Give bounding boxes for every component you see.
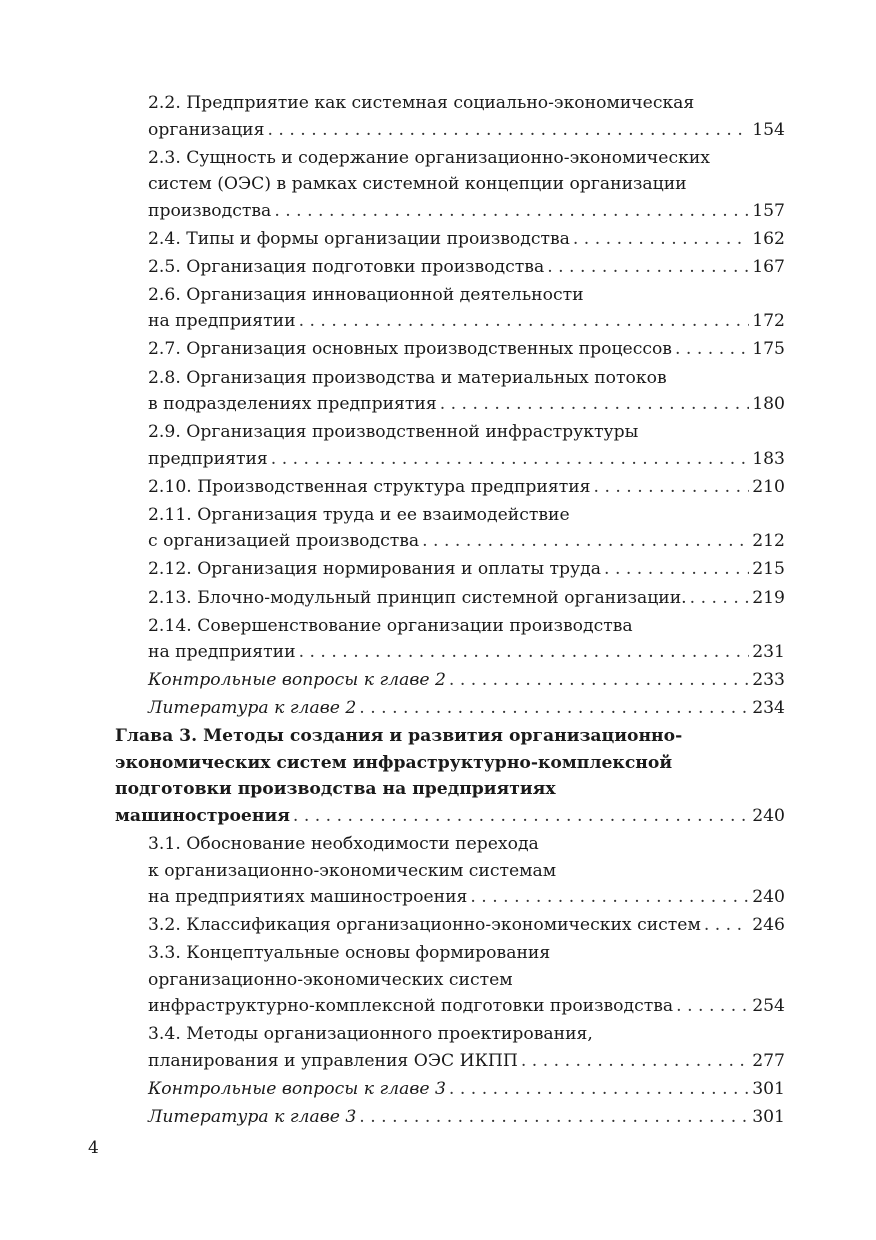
- toc-entry-title-line: 3.4. Методы организационного проектирования,: [148, 1024, 593, 1045]
- toc-entry-title-line: 3.1. Обоснование необходимости перехода: [148, 834, 539, 854]
- toc-entry: [115, 282, 785, 335]
- dot-leader: [573, 226, 749, 253]
- toc-entry: [115, 695, 785, 722]
- toc-entry-title-line: 3.3. Концептуальные основы формирования: [148, 943, 551, 964]
- toc-entry: [115, 940, 785, 1020]
- toc-entry: [115, 145, 785, 225]
- toc-entry-title-line: Литература к главе 3: [148, 1106, 357, 1127]
- dot-leader: [293, 803, 749, 830]
- toc-entry-final-line: [148, 1048, 785, 1075]
- toc-entry-page-number: 183: [752, 448, 785, 469]
- toc-entry-title-line: машиностроения: [115, 805, 290, 826]
- toc-entry: [115, 254, 785, 281]
- dot-leader: [704, 912, 749, 939]
- toc-entry-final-line: [148, 474, 785, 501]
- dot-leader: [299, 639, 750, 666]
- toc-entry-page-number: 240: [752, 887, 785, 907]
- toc-entry: [115, 1104, 785, 1131]
- dot-leader: [359, 695, 749, 722]
- toc-entry-final-line: [148, 198, 785, 225]
- dot-leader: [299, 308, 750, 335]
- toc-entry-page-number: 219: [752, 587, 785, 608]
- toc-entry: [115, 336, 785, 363]
- toc-entry-title-line: предприятия: [148, 448, 268, 469]
- toc-entry-title-line: 2.11. Организация труда и ее взаимодействие: [148, 504, 570, 525]
- toc-entry-page-number: 254: [752, 996, 785, 1017]
- toc-entry-title-line: 2.12. Организация нормирования и оплаты труда: [148, 559, 602, 580]
- toc-entry-page-number: 212: [752, 531, 785, 552]
- toc-entry-page-number: 210: [752, 476, 785, 497]
- dot-leader: [271, 446, 749, 473]
- toc-entry-page-number: 172: [752, 311, 785, 332]
- toc-entry-title-line: 2.3. Сущность и содержание организационно-экономических: [148, 147, 710, 168]
- toc-entry-title-line: 2.8. Организация производства и материальных потоков: [148, 367, 667, 388]
- toc-entry-page-number: 277: [752, 1050, 785, 1071]
- dot-leader: [422, 528, 749, 555]
- toc-chapter-entry: [115, 723, 785, 829]
- toc-entry-page-number: 167: [752, 256, 785, 277]
- dot-leader: [675, 336, 749, 363]
- toc-entry-title-line: Контрольные вопросы к главе 2: [148, 670, 446, 691]
- toc-entry-final-line: [148, 993, 785, 1020]
- dot-leader: [470, 884, 749, 911]
- toc-entry: [115, 831, 785, 911]
- page-number: 4: [88, 1138, 99, 1158]
- dot-leader: [604, 556, 749, 583]
- toc-entry: [115, 1076, 785, 1103]
- toc-entry-title-line: 2.5. Организация подготовки производства: [148, 256, 545, 277]
- toc-entry-title-line: организационно-экономических систем: [148, 969, 513, 990]
- toc-entry-title-line: 2.9. Организация производственной инфраструктуры: [148, 422, 639, 443]
- toc-entry-page-number: 231: [752, 642, 785, 663]
- toc-entry-page-number: 154: [752, 119, 785, 140]
- toc-entry-title-line: производства: [148, 200, 272, 221]
- toc-entry-page-number: 234: [752, 698, 785, 719]
- toc-entry-final-line: [148, 254, 785, 281]
- toc-entry-page-number: 301: [752, 1106, 785, 1127]
- toc-entry-page-number: 233: [752, 670, 785, 691]
- toc-entry-final-line: [148, 528, 785, 555]
- toc-entry: [115, 365, 785, 418]
- toc-entry-final-line: [148, 667, 785, 694]
- toc-entry-final-line: [148, 1104, 785, 1131]
- toc-entry-final-line: [115, 803, 785, 830]
- toc-entry: [115, 912, 785, 939]
- toc-entry: [115, 419, 785, 472]
- toc-entry: [115, 474, 785, 501]
- toc-entry-title-line: 2.4. Типы и формы организации производства: [148, 228, 570, 249]
- toc-entry-title-line: 2.2. Предприятие как системная социально-экономическая: [148, 93, 695, 113]
- dot-leader: [690, 585, 750, 612]
- toc-entry-title-line: 2.14. Совершенствование организации производства: [148, 615, 633, 636]
- toc-entry-page-number: 162: [752, 228, 785, 249]
- toc-entry: [115, 90, 785, 143]
- toc-entry-title-line: на предприятии: [148, 642, 296, 663]
- toc-entry: [115, 585, 785, 612]
- dot-leader: [274, 198, 749, 225]
- toc-entry: [115, 613, 785, 666]
- toc-entry-final-line: [148, 556, 785, 583]
- toc-entry-final-line: [148, 308, 785, 335]
- toc-entry-final-line: [148, 226, 785, 253]
- toc-entry-final-line: [148, 336, 785, 363]
- dot-leader: [268, 117, 750, 144]
- dot-leader: [594, 474, 750, 501]
- toc-entry-final-line: [148, 446, 785, 473]
- toc-entry-final-line: [148, 585, 785, 612]
- toc-entry-final-line: [148, 912, 785, 939]
- toc-entry-title-line: организация: [148, 119, 265, 140]
- toc-entry-title-line: на предприятии: [148, 311, 296, 332]
- toc-entry-page-number: 175: [752, 339, 785, 360]
- dot-leader: [521, 1048, 749, 1075]
- toc-entry-page-number: 246: [752, 915, 785, 936]
- toc-entry-final-line: [148, 117, 785, 144]
- toc-entry-page-number: 157: [752, 200, 785, 221]
- toc-entry-title-line: Глава 3. Методы создания и развития организационно-: [115, 726, 683, 747]
- toc-entry-title-line: 2.10. Производственная структура предприятия: [148, 476, 591, 497]
- toc-entry-title-line: инфраструктурно-комплексной подготовки производства: [148, 996, 674, 1017]
- toc-entry-page-number: 180: [752, 394, 785, 415]
- toc-entry-title-line: на предприятиях машиностроения: [148, 887, 468, 907]
- toc-entry-page-number: 301: [752, 1078, 785, 1099]
- dot-leader: [676, 993, 749, 1020]
- toc-entry: [115, 667, 785, 694]
- toc-entry-title-line: планирования и управления ОЭС ИКПП: [148, 1050, 518, 1071]
- toc-entry-title-line: экономических систем инфраструктурно-комплексной: [115, 752, 673, 773]
- toc-entry-title-line: в подразделениях предприятия: [148, 394, 437, 415]
- toc-entry-title-line: систем (ОЭС) в рамках системной концепции организации: [148, 174, 687, 195]
- table-of-contents: [115, 90, 785, 1132]
- toc-entry-title-line: 2.7. Организация основных производственных процессов: [148, 339, 672, 360]
- toc-entry-final-line: [148, 1076, 785, 1103]
- dot-leader: [359, 1104, 749, 1131]
- toc-entry: [115, 1021, 785, 1074]
- toc-entry-final-line: [148, 391, 785, 418]
- toc-entry: [115, 556, 785, 583]
- dot-leader: [449, 1076, 749, 1103]
- dot-leader: [440, 391, 750, 418]
- toc-entry-title-line: Литература к главе 2: [148, 698, 357, 719]
- toc-entry-title-line: Контрольные вопросы к главе 3: [148, 1078, 446, 1099]
- toc-entry-page-number: 240: [752, 805, 785, 826]
- toc-entry: [115, 226, 785, 253]
- toc-entry-title-line: 3.2. Классификация организационно-экономических систем: [148, 915, 701, 936]
- dot-leader: [449, 667, 749, 694]
- toc-entry-final-line: [148, 695, 785, 722]
- toc-entry-title-line: подготовки производства на предприятиях: [115, 779, 556, 800]
- toc-entry-title-line: к организационно-экономическим системам: [148, 860, 557, 881]
- toc-entry-final-line: [148, 884, 785, 911]
- toc-entry-title-line: 2.13. Блочно-модульный принцип системной организации.: [148, 587, 687, 608]
- toc-entry-title-line: с организацией производства: [148, 531, 420, 552]
- toc-entry-final-line: [148, 639, 785, 666]
- toc-entry: [115, 502, 785, 555]
- toc-entry-title-line: 2.6. Организация инновационной деятельности: [148, 284, 584, 305]
- toc-entry-page-number: 215: [752, 559, 785, 580]
- dot-leader: [547, 254, 749, 281]
